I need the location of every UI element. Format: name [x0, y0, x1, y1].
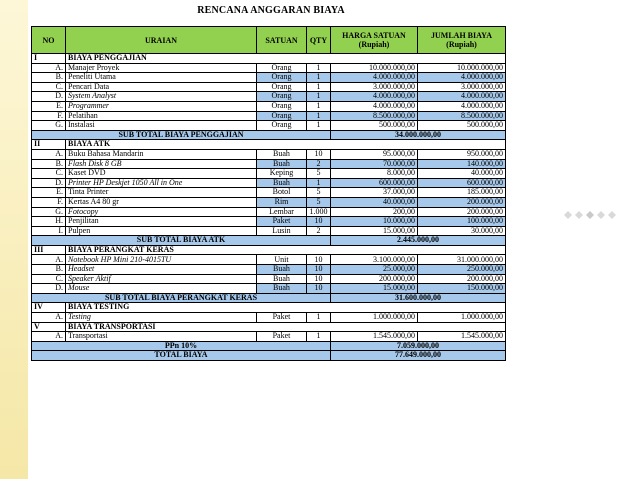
header-no: NO — [32, 27, 66, 54]
grand-total-row — [32, 351, 506, 361]
item-letter: D. — [32, 178, 66, 188]
item-unit: Buah — [257, 159, 307, 169]
item-total: 3.000.000,00 — [418, 82, 506, 92]
section-name: BIAYA PENGGAJIAN — [66, 54, 506, 64]
item-description: Kaset DVD — [66, 169, 257, 179]
table-row — [32, 255, 506, 265]
item-total: 4.000.000,00 — [418, 73, 506, 83]
document-title: RENCANA ANGGARAN BIAYA — [197, 5, 345, 16]
table-row — [32, 101, 506, 111]
subtotal-label: SUB TOTAL BIAYA PERANGKAT KERAS — [32, 293, 331, 303]
item-qty: 10 — [307, 217, 331, 227]
table-row — [32, 207, 506, 217]
item-letter: F. — [32, 111, 66, 121]
subtotal-row — [32, 236, 506, 246]
item-unit: Buah — [257, 178, 307, 188]
item-letter: C. — [32, 82, 66, 92]
item-qty: 5 — [307, 188, 331, 198]
item-price: 3.100.000,00 — [331, 255, 418, 265]
item-letter: D. — [32, 92, 66, 102]
subtotal-row — [32, 130, 506, 140]
item-qty: 1 — [307, 332, 331, 342]
item-total: 40.000,00 — [418, 169, 506, 179]
item-letter: D. — [32, 284, 66, 294]
item-letter: G. — [32, 121, 66, 131]
item-price: 10.000,00 — [331, 217, 418, 227]
item-total: 31.000.000,00 — [418, 255, 506, 265]
item-total: 100.000,00 — [418, 217, 506, 227]
item-qty: 10 — [307, 284, 331, 294]
item-total: 600.000,00 — [418, 178, 506, 188]
subtotal-value: 34.000.000,00 — [331, 130, 506, 140]
section-number: III — [32, 245, 66, 255]
subtotal-label: SUB TOTAL BIAYA PENGGAJIAN — [32, 130, 331, 140]
header-qty: QTY — [307, 27, 331, 54]
item-price: 1.545.000,00 — [331, 332, 418, 342]
section-row — [32, 54, 506, 64]
section-number: IV — [32, 303, 66, 313]
item-unit: Orang — [257, 63, 307, 73]
table-row — [32, 178, 506, 188]
section-number: V — [32, 322, 66, 332]
table-row — [32, 111, 506, 121]
item-letter: A. — [32, 255, 66, 265]
item-total: 250.000,00 — [418, 265, 506, 275]
table-row — [32, 149, 506, 159]
item-qty: 10 — [307, 265, 331, 275]
item-total: 185.000,00 — [418, 188, 506, 198]
item-total: 4.000.000,00 — [418, 101, 506, 111]
item-letter: C. — [32, 274, 66, 284]
item-unit: Orang — [257, 92, 307, 102]
item-total: 200.000,00 — [418, 274, 506, 284]
subtotal-row — [32, 293, 506, 303]
item-description: Testing — [66, 313, 257, 323]
item-description: Manajer Proyek — [66, 63, 257, 73]
item-total: 4.000.000,00 — [418, 92, 506, 102]
item-qty: 1 — [307, 313, 331, 323]
item-description: Tinta Printer — [66, 188, 257, 198]
section-name: BIAYA TRANSPORTASI — [66, 322, 506, 332]
item-description: Peneliti Utama — [66, 73, 257, 83]
table-row — [32, 274, 506, 284]
subtotal-value: 2.445.000,00 — [331, 236, 506, 246]
item-total: 30.000,00 — [418, 226, 506, 236]
header-satuan: SATUAN — [257, 27, 307, 54]
item-letter: A. — [32, 63, 66, 73]
ppn-value: 7.059.000,00 — [331, 341, 506, 351]
table-row — [32, 265, 506, 275]
item-qty: 2 — [307, 159, 331, 169]
item-unit: Orang — [257, 121, 307, 131]
item-unit: Lembar — [257, 207, 307, 217]
item-description: Pelatihan — [66, 111, 257, 121]
item-description: Buku Bahasa Mandarin — [66, 149, 257, 159]
item-total: 140.000,00 — [418, 159, 506, 169]
item-price: 600.000,00 — [331, 178, 418, 188]
item-qty: 1 — [307, 101, 331, 111]
item-total: 10.000.000,00 — [418, 63, 506, 73]
item-unit: Lusin — [257, 226, 307, 236]
item-description: Penjilitan — [66, 217, 257, 227]
table-row — [32, 159, 506, 169]
item-unit: Orang — [257, 101, 307, 111]
table-row — [32, 217, 506, 227]
item-description: Flash Disk 8 GB — [66, 159, 257, 169]
item-letter: E. — [32, 101, 66, 111]
table-row — [32, 197, 506, 207]
item-qty: 1 — [307, 111, 331, 121]
item-price: 3.000.000,00 — [331, 82, 418, 92]
item-qty: 1 — [307, 92, 331, 102]
budget-table — [31, 26, 506, 361]
item-qty: 1.000 — [307, 207, 331, 217]
item-price: 25.000,00 — [331, 265, 418, 275]
item-letter: A. — [32, 313, 66, 323]
header-harga: HARGA SATUAN (Rupiah) — [331, 27, 418, 54]
item-total: 150.000,00 — [418, 284, 506, 294]
item-unit: Botol — [257, 188, 307, 198]
item-description: Mouse — [66, 284, 257, 294]
item-total: 1.000.000,00 — [418, 313, 506, 323]
item-description: Notebook HP Mini 210-4015TU — [66, 255, 257, 265]
item-price: 4.000.000,00 — [331, 101, 418, 111]
item-qty: 2 — [307, 226, 331, 236]
slide-decoration-icon — [562, 208, 620, 222]
section-row — [32, 322, 506, 332]
item-qty: 5 — [307, 197, 331, 207]
item-letter: G. — [32, 207, 66, 217]
item-letter: I. — [32, 226, 66, 236]
item-letter: H. — [32, 217, 66, 227]
item-unit: Orang — [257, 82, 307, 92]
item-total: 8.500.000,00 — [418, 111, 506, 121]
item-letter: B. — [32, 265, 66, 275]
grand-total-label: TOTAL BIAYA — [32, 351, 331, 361]
item-description: Programmer — [66, 101, 257, 111]
item-description: Kertas A4 80 gr — [66, 197, 257, 207]
item-unit: Orang — [257, 73, 307, 83]
item-qty: 1 — [307, 121, 331, 131]
subtotal-label: SUB TOTAL BIAYA ATK — [32, 236, 331, 246]
item-description: Fotocopy — [66, 207, 257, 217]
item-letter: E. — [32, 188, 66, 198]
item-price: 4.000.000,00 — [331, 73, 418, 83]
item-letter: A. — [32, 332, 66, 342]
item-price: 8.000,00 — [331, 169, 418, 179]
item-unit: Buah — [257, 284, 307, 294]
item-price: 1.000.000,00 — [331, 313, 418, 323]
header-uraian: URAIAN — [66, 27, 257, 54]
item-qty: 10 — [307, 274, 331, 284]
item-price: 200,00 — [331, 207, 418, 217]
item-qty: 10 — [307, 255, 331, 265]
section-number: I — [32, 54, 66, 64]
item-unit: Unit — [257, 255, 307, 265]
item-total: 1.545.000,00 — [418, 332, 506, 342]
item-qty: 5 — [307, 169, 331, 179]
section-name: BIAYA TESTING — [66, 303, 506, 313]
item-unit: Buah — [257, 274, 307, 284]
table-row — [32, 332, 506, 342]
item-qty: 10 — [307, 149, 331, 159]
table-row — [32, 73, 506, 83]
table-row — [32, 169, 506, 179]
table-row — [32, 226, 506, 236]
item-description: Printer HP Deskjet 1050 All in One — [66, 178, 257, 188]
section-name: BIAYA ATK — [66, 140, 506, 150]
item-price: 95.000,00 — [331, 149, 418, 159]
item-price: 37.000,00 — [331, 188, 418, 198]
item-letter: F. — [32, 197, 66, 207]
table-header-row — [32, 27, 506, 54]
section-row — [32, 303, 506, 313]
subtotal-value: 31.600.000,00 — [331, 293, 506, 303]
item-qty: 1 — [307, 82, 331, 92]
item-description: Instalasi — [66, 121, 257, 131]
item-description: Speaker Aktif — [66, 274, 257, 284]
item-price: 10.000.000,00 — [331, 63, 418, 73]
item-price: 40.000,00 — [331, 197, 418, 207]
item-total: 200.000,00 — [418, 207, 506, 217]
document-sheet — [28, 0, 514, 479]
item-letter: B. — [32, 159, 66, 169]
item-description: Pencari Data — [66, 82, 257, 92]
item-price: 15.000,00 — [331, 226, 418, 236]
item-qty: 1 — [307, 178, 331, 188]
item-total: 200.000,00 — [418, 197, 506, 207]
table-row — [32, 313, 506, 323]
item-price: 500.000,00 — [331, 121, 418, 131]
item-description: System Analyst — [66, 92, 257, 102]
item-qty: 1 — [307, 73, 331, 83]
grand-total-value: 77.649.000,00 — [331, 351, 506, 361]
item-total: 500.000,00 — [418, 121, 506, 131]
item-price: 70.000,00 — [331, 159, 418, 169]
section-row — [32, 245, 506, 255]
ppn-row — [32, 341, 506, 351]
item-qty: 1 — [307, 63, 331, 73]
header-jumlah: JUMLAH BIAYA (Rupiah) — [418, 27, 506, 54]
section-number: II — [32, 140, 66, 150]
table-row — [32, 188, 506, 198]
ppn-label: PPn 10% — [32, 341, 331, 351]
item-price: 4.000.000,00 — [331, 92, 418, 102]
section-name: BIAYA PERANGKAT KERAS — [66, 245, 506, 255]
item-unit: Rim — [257, 197, 307, 207]
item-unit: Keping — [257, 169, 307, 179]
item-unit: Buah — [257, 265, 307, 275]
item-letter: C. — [32, 169, 66, 179]
table-row — [32, 92, 506, 102]
item-unit: Paket — [257, 313, 307, 323]
item-price: 200.000,00 — [331, 274, 418, 284]
item-total: 950.000,00 — [418, 149, 506, 159]
table-row — [32, 121, 506, 131]
item-unit: Paket — [257, 217, 307, 227]
item-description: Headset — [66, 265, 257, 275]
section-row — [32, 140, 506, 150]
item-unit: Buah — [257, 149, 307, 159]
item-letter: B. — [32, 73, 66, 83]
table-row — [32, 63, 506, 73]
item-unit: Orang — [257, 111, 307, 121]
item-price: 8.500.000,00 — [331, 111, 418, 121]
item-letter: A. — [32, 149, 66, 159]
item-price: 15.000,00 — [331, 284, 418, 294]
table-row — [32, 82, 506, 92]
table-row — [32, 284, 506, 294]
item-description: Transportasi — [66, 332, 257, 342]
item-description: Pulpen — [66, 226, 257, 236]
item-unit: Paket — [257, 332, 307, 342]
